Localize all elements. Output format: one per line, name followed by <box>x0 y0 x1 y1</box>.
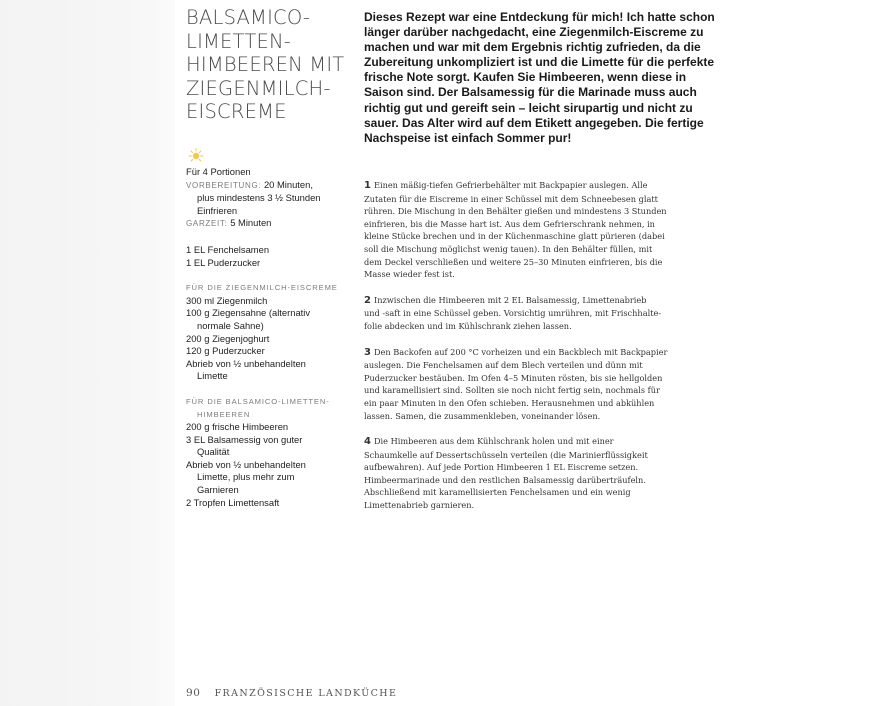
step-line <box>364 179 714 193</box>
prep-time-cont: plus mindestens 3 ½ Stunden <box>197 192 321 204</box>
ingredient-cont: Limette <box>197 370 228 382</box>
step-line: folie abdecken und im Kühlschrank ziehen lassen. <box>364 320 572 331</box>
step-1 <box>364 179 714 281</box>
step-line: und -saft in eine Schüssel geben. Vorsichtig umrühren, mit Frischhalte- <box>364 308 662 319</box>
section-heading-cont: HIMBEEREN <box>197 409 251 419</box>
cook-time <box>186 217 336 231</box>
step-line: auslegen. Die Fenchelsamen auf dem Blech verteilen und dünn mit <box>364 360 643 371</box>
step-line: soll die Mischung möglichst wenig tauen). In den Behälter füllen, mit <box>364 243 653 254</box>
spacer <box>186 231 336 244</box>
step-2 <box>364 294 714 333</box>
sun-icon <box>187 146 205 162</box>
step-text: Inzwischen die Himbeeren mit 2 EL Balsamessig, Limettenabrieb <box>373 294 647 305</box>
intro-line: Zubereitung unkompliziert ist und die Limette für die perfekte <box>364 55 715 70</box>
ingredient: 200 g frische Himbeeren <box>186 421 289 433</box>
ingredient-cont: Qualität <box>197 446 230 458</box>
ingredient: 1 EL Puderzucker <box>186 256 261 268</box>
step-line: rühren. Die Mischung in den Behälter gießen und mindestens 3 Stunden <box>364 206 667 217</box>
ingredient: 100 g Ziegensahne (alternativ <box>186 307 311 319</box>
prep-label: VORBEREITUNG: <box>186 180 262 190</box>
spacer <box>186 383 336 396</box>
ingredient: 300 ml Ziegenmilch <box>186 294 268 306</box>
step-line: dem Deckel verschließen und weitere 25–30 Minuten einfrieren, bis die <box>364 256 663 267</box>
method-steps <box>364 179 714 525</box>
step-number: 3 <box>364 346 371 358</box>
intro-line: Dieses Rezept war eine Entdeckung für mich! Ich hatte schon <box>364 10 715 24</box>
title-line: ZIEGENMILCH- <box>186 76 331 100</box>
ingredient-cont: Garnieren <box>197 484 239 496</box>
ingredient: 1 EL Fenchelsamen <box>186 243 270 255</box>
section-title: FRANZÖSISCHE LANDKÜCHE <box>214 688 398 699</box>
intro-line: machen und war mit dem Ergebnis richtig zufrieden, da die <box>364 40 701 55</box>
intro-line: Nachspeise ist einfach Sommer pur! <box>364 130 572 145</box>
ingredient: Abrieb von ½ unbehandelten <box>186 357 306 369</box>
prep-time-cont: Einfrieren <box>197 204 238 216</box>
ingredient: 2 Tropfen Limettensaft <box>186 496 280 508</box>
intro-line: sauer. Das Alter wird auf dem Etikett angegeben. Die fertige <box>364 115 704 130</box>
step-line: Himbeermarinade und den restlichen Balsamessig darüberträufeln. <box>364 474 646 485</box>
step-line <box>364 435 714 449</box>
title-line: EISCREME <box>186 100 287 123</box>
step-line: Zutaten für die Eiscreme in einer Schüssel mit dem Schneebesen glatt <box>364 193 658 204</box>
ingredient: Abrieb von ½ unbehandelten <box>186 458 306 470</box>
step-number: 1 <box>364 180 371 191</box>
page-gutter-shade <box>0 0 175 706</box>
spacer <box>186 269 336 282</box>
recipe-title <box>186 6 346 124</box>
section-heading: FÜR DIE BALSAMICO-LIMETTEN- <box>186 396 330 406</box>
ingredient-cont: normale Sahne) <box>197 319 264 331</box>
ingredients-sidebar <box>186 166 336 509</box>
step-line <box>364 294 714 308</box>
cook-label: GARZEIT: <box>186 219 228 229</box>
step-line: Puderzucker bestäuben. Im Ofen 4–5 Minuten rösten, bis sie hellgolden <box>364 372 663 383</box>
page-footer <box>186 687 397 699</box>
page-number: 90 <box>186 687 201 699</box>
section-heading: FÜR DIE ZIEGENMILCH-EISCREME <box>186 283 338 293</box>
step-line: Abschließend mit karamellisierten Fenchelsamen und ein wenig <box>364 487 631 498</box>
step-text: Einen mäßig-tiefen Gefrierbehälter mit Backpapier auslegen. Alle <box>373 180 648 190</box>
step-line: kleine Stücke brechen und in der Küchenmaschine glatt pürieren (dabei <box>364 231 665 242</box>
cook-value: 5 Minuten <box>230 217 272 229</box>
step-3 <box>364 346 714 423</box>
title-line: HIMBEEREN MIT <box>186 53 345 76</box>
step-line: einfrieren, bis die Masse hart ist. Aus dem Gefrierschrank nehmen, in <box>364 218 655 229</box>
step-line: lassen. Samen, die zusammenkleben, voneinander lösen. <box>364 410 601 421</box>
step-line: und karamellisiert sind. Sollten sie noch nicht fertig sein, nochmals für <box>364 385 660 396</box>
ingredient: 3 EL Balsamessig von guter <box>186 433 303 445</box>
intro-line: frische Note sorgt. Kaufen Sie Himbeeren, wenn diese in <box>364 70 687 85</box>
step-number: 4 <box>364 436 371 448</box>
step-number: 2 <box>364 294 371 306</box>
intro-line: länger darüber nachgedacht, eine Ziegenmilch-Eiscreme zu <box>364 25 704 40</box>
step-line: Schaumkelle auf Dessertschüsseln verteilen (die Marinierflüssigkeit <box>364 449 648 460</box>
ingredient: 200 g Ziegenjoghurt <box>186 332 270 344</box>
step-text: Den Backofen auf 200 °C vorheizen und ein Backblech mit Backpapier <box>373 346 668 357</box>
servings: Für 4 Portionen <box>186 166 251 177</box>
step-line: ein paar Minuten in den Ofen schieben. Herausnehmen und abkühlen <box>364 397 655 408</box>
intro-line: Saison sind. Der Balsamessig für die Marinade muss auch <box>364 85 697 100</box>
step-line <box>364 346 714 360</box>
step-line: aufbewahren). Auf jede Portion Himbeeren 1 EL Eiscreme setzen. <box>364 462 639 473</box>
step-text: Die Himbeeren aus dem Kühlschrank holen und mit einer <box>373 436 614 447</box>
recipe-intro <box>364 10 714 146</box>
title-line: LIMETTEN- <box>186 29 291 53</box>
prep-value: 20 Minuten, <box>263 178 313 190</box>
prep-time <box>186 179 336 193</box>
ingredient: 120 g Puderzucker <box>186 345 265 357</box>
step-line: Masse wieder fest ist. <box>364 269 455 280</box>
step-line: Limettenabrieb garnieren. <box>364 500 475 511</box>
title-line: BALSAMICO- <box>186 6 311 29</box>
step-4 <box>364 435 714 512</box>
ingredient-cont: Limette, plus mehr zum <box>197 471 295 483</box>
intro-line: richtig gut und gereift sein – leicht sirupartig und nicht zu <box>364 100 693 115</box>
